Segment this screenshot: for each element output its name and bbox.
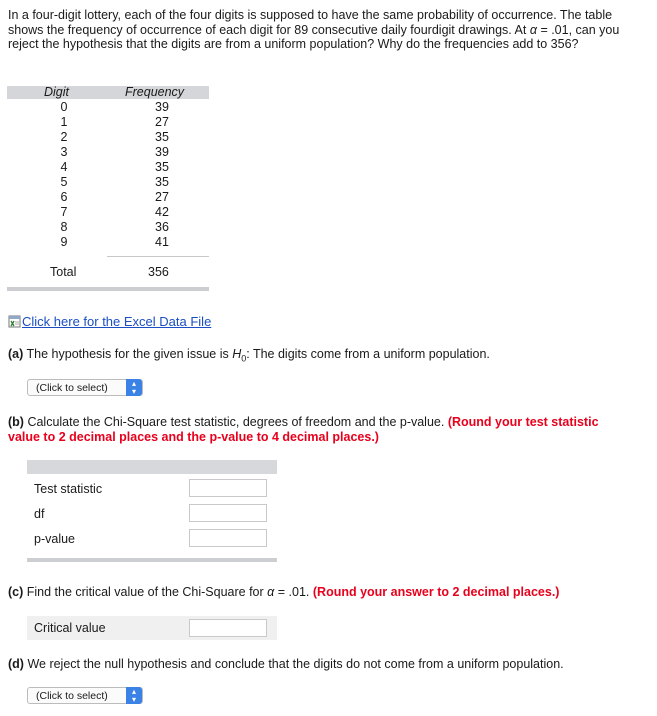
frequency-cell: 35 [155,130,169,144]
excel-file-icon [8,315,21,328]
table-row [7,100,209,115]
table-row [7,130,209,145]
test-statistic-input[interactable] [189,479,267,497]
part-b-bottom-bar [27,558,277,562]
table-row [7,205,209,220]
updown-arrow-icon: ▴ ▾ [126,687,142,704]
p-value-label: p-value [34,532,75,546]
frequency-cell: 36 [155,220,169,234]
df-label: df [34,507,45,521]
total-value: 356 [148,265,169,279]
problem-statement: In a four-digit lottery, each of the four digits is supposed to have the same probability of occurrence. The table shows the frequency of occurrence of each digit for 89 consecutive daily fourdigit drawings. At α = .01, can you reject the hypothesis that the digits are from a uniform population? Why do the frequencies add to 356? [8,8,620,51]
table-row [7,235,209,250]
digit-cell: 0 [60,100,68,114]
digit-cell: 8 [60,220,68,234]
table-row [7,175,209,190]
digit-cell: 4 [60,160,68,174]
frequency-cell: 42 [155,205,169,219]
part-a-select[interactable] [27,379,143,396]
part-b-question: (b) Calculate the Chi-Square test statistic, degrees of freedom and the p-value. (Round your test statistic value to 2 decimal places and the p-value to 4 decimal places.) [8,415,599,444]
digit-cell: 3 [60,145,68,159]
total-label: Total [50,265,77,279]
part-d-select-value: (Click to select) [36,690,108,702]
digit-cell: 7 [60,205,68,219]
digit-cell: 2 [60,130,68,144]
digit-cell: 6 [60,190,68,204]
total-row [7,264,209,280]
test-statistic-label: Test statistic [34,482,103,496]
digit-cell: 1 [60,115,68,129]
digit-cell: 9 [60,235,68,249]
table-row [7,160,209,175]
df-input[interactable] [189,504,267,522]
critical-value-label: Critical value [34,621,106,635]
updown-arrow-icon: ▴ ▾ [126,379,142,396]
column-header-digit: Digit [44,85,70,99]
part-b-answer-table [27,474,277,558]
table-row [7,115,209,130]
part-b-header-bar [27,460,277,474]
p-value-input[interactable] [189,529,267,547]
total-divider [107,256,209,257]
critical-value-row [27,616,277,640]
frequency-cell: 39 [155,145,169,159]
frequency-cell: 27 [155,190,169,204]
digit-cell: 5 [60,175,68,189]
part-a-question: (a) The hypothesis for the given issue is $H_0$: The digits come from a uniform population. [8,347,490,364]
frequency-cell: 35 [155,175,169,189]
table-row [7,220,209,235]
column-header-frequency: Frequency [125,85,185,99]
frequency-cell: 27 [155,115,169,129]
excel-link-text[interactable]: Click here for the Excel Data File [22,314,212,329]
frequency-cell: 39 [155,100,169,114]
critical-value-input[interactable] [189,619,267,637]
table-header [7,86,209,99]
table-bottom-bar [7,287,209,291]
part-c-question: (c) Find the critical value of the Chi-Square for α = .01. (Round your answer to 2 decimal places.) [8,585,560,599]
table-row [7,145,209,160]
frequency-cell: 41 [155,235,169,249]
part-a-select-value: (Click to select) [36,382,108,394]
frequency-cell: 35 [155,160,169,174]
excel-data-link[interactable] [8,314,211,329]
part-d-select[interactable] [27,687,143,704]
table-row [7,190,209,205]
part-d-question: (d) We reject the null hypothesis and conclude that the digits do not come from a uniform population. [8,657,564,671]
